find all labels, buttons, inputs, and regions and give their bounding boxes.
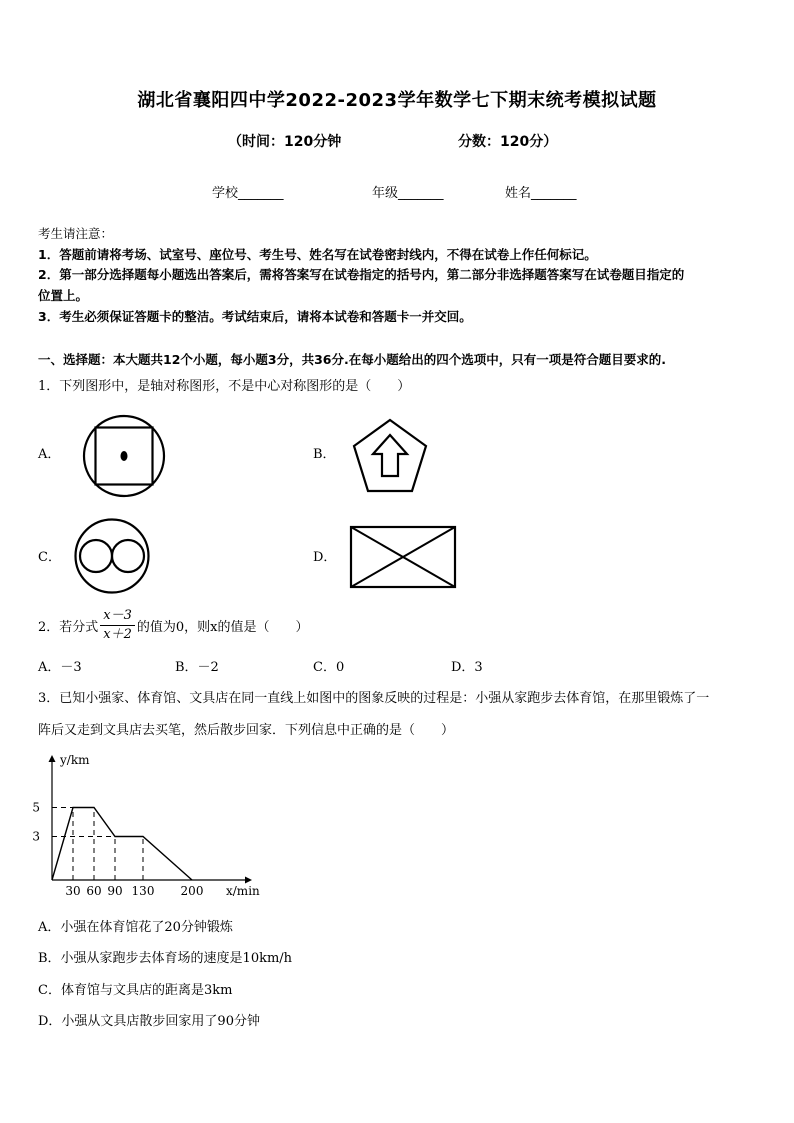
note-1: 1．答题前请将考场、试室号、座位号、考生号、姓名写在试卷密封线内，不得在试卷上作任何标记。	[38, 247, 597, 262]
q1-option-c-label[interactable]: C．	[38, 550, 61, 565]
y-tick-label: 3	[32, 829, 40, 844]
q2-stem-suffix: 的值为0，则x的值是（ ）	[136, 620, 309, 635]
q2-stem-prefix: 2．若分式	[38, 620, 99, 635]
note-3: 3．考生必须保证答题卡的整洁。考试结束后，请将本试卷和答题卡一并交回。	[38, 309, 472, 324]
note-2a: 2．第一部分选择题每小题选出答案后，需将答案写在试卷指定的括号内，第二部分非选择题答案写在试卷题目指定的	[38, 267, 685, 282]
q1-option-a-label[interactable]: A．	[38, 447, 61, 462]
q1-stem: 1．下列图形中，是轴对称图形，不是中心对称图形的是（ ）	[38, 379, 411, 394]
page-title: 湖北省襄阳四中学2022-2023学年数学七下期末统考模拟试题	[137, 90, 657, 111]
q1-option-b-label[interactable]: B．	[313, 447, 336, 462]
x-axis-label: x/min	[226, 884, 260, 898]
q2-denominator: x＋2	[103, 627, 132, 642]
q2-numerator: x－3	[100, 607, 135, 626]
x-tick-label: 130	[131, 884, 155, 898]
x-axis-arrow	[245, 877, 252, 884]
q3-option-c[interactable]: C．体育馆与文具店的距离是3km	[38, 983, 233, 998]
y-tick-label: 5	[32, 800, 40, 815]
x-tick-label: 60	[86, 884, 102, 898]
q3-option-a[interactable]: A．小强在体育馆花了20分钟锻炼	[38, 920, 233, 935]
q3-option-d[interactable]: D．小强从文具店散步回家用了90分钟	[38, 1014, 260, 1029]
q1-option-d-label[interactable]: D．	[313, 550, 337, 565]
y-axis-label: y/km	[60, 753, 90, 767]
q2-option-d[interactable]: D．3	[451, 660, 483, 675]
x-tick-label: 30	[65, 884, 81, 898]
name-field[interactable]: 姓名_______	[505, 186, 577, 201]
x-tick-label: 200	[180, 884, 204, 898]
q2-option-b[interactable]: B．－2	[175, 660, 219, 675]
grade-field[interactable]: 年级_______	[372, 186, 444, 201]
notes-heading: 考生请注意：	[38, 226, 114, 241]
note-2b: 位置上。	[38, 288, 89, 303]
y-axis-arrow	[49, 755, 56, 762]
school-field[interactable]: 学校_______	[212, 186, 284, 201]
exam-time: （时间：120分钟	[228, 134, 342, 150]
section-heading: 一、选择题：本大题共12个小题，每小题3分，共36分.在每小题给出的四个选项中，只有一项是符合题目要求的.	[38, 352, 666, 367]
q2-option-a[interactable]: A．－3	[38, 660, 82, 675]
x-tick-label: 90	[107, 884, 123, 898]
q3-stem-line2: 阵后又走到文具店去买笔，然后散步回家．下列信息中正确的是（ ）	[38, 723, 455, 738]
q2-option-c[interactable]: C．0	[313, 660, 345, 675]
exam-score: 分数：120分）	[458, 134, 558, 150]
q3-stem-line1: 3．已知小强家、体育馆、文具店在同一直线上如图中的图象反映的过程是：小强从家跑步去体育馆，在那里锻炼了一	[38, 691, 710, 706]
q3-option-b[interactable]: B．小强从家跑步去体育场的速度是10km/h	[38, 951, 293, 966]
